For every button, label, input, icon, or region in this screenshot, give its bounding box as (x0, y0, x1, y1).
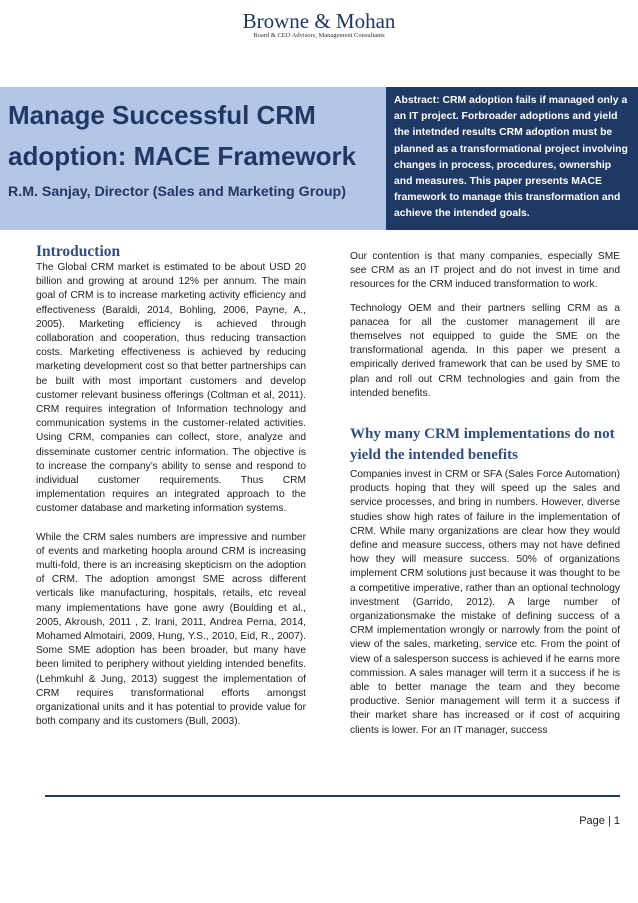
paragraph: Our contention is that many companies, especially SME see CRM as an IT project and do not invest in time and resources for the CRM induced transformation to work. (350, 251, 620, 291)
right-column (350, 250, 620, 738)
brand-tagline: Board & CEO Advisors, Management Consultants (253, 32, 385, 39)
abstract-text: Abstract: CRM adoption fails if managed only a an IT project. Forbroader adoptions and yield the intetnded results CRM adoption must be planned as a transformational project involving changes in process, procedures, ownership and measures. This paper presents MACE framework to manage this transformation and achieve the intended goals. (394, 95, 628, 220)
title-band (0, 87, 386, 230)
page-number: Page | 1 (579, 815, 620, 827)
brand-name: Browne & Mohan (242, 9, 396, 33)
paragraph: While the CRM sales numbers are impressive and number of events and marketing hoopla around CRM is increasing multi-fold, there is an increasing skepticism on the adoption of CRM. The adoption amongst SME across different verticals like manufacturing, hospitals, retails, etc reveal many implementations have gone awry (Boulding et al., 2005, Akroush, 2011 , Z. Irani, 2011, Andrea Perna, 2014, Mohamed Almotairi, 2009, Hung, Y.S., 2010, Eid, R., 2007). Some SME adoption has been broader, but many have been limited to periphery without yielding intended benefits. (Lehmkuhl & Jung, 2013) suggest the implementation of CRM requires transformational efforts amongst organizational units and it has potential to provide value for both company and its customers (Bull, 2003). (36, 531, 306, 728)
page-header (0, 10, 638, 40)
author-line: R.M. Sanjay, Director (Sales and Marketing Group) (8, 184, 346, 200)
section-heading-introduction: Introduction (36, 243, 121, 260)
document-title: Manage Successful CRM adoption: MACE Framework (8, 100, 357, 171)
paragraph: Technology OEM and their partners selling CRM as a panacea for all the customer management ill are themselves not equipped to guide the SME on the transformational agenda. In this paper we present a empirically derived framework that can be used by SME to plan and roll out CRM technologies and gain from the intended benefits. (350, 302, 620, 399)
paragraph: The Global CRM market is estimated to be about USD 20 billion and growing at around 12% per annum. The main goal of CRM is to increase marketing activity efficiency and effectiveness (Baraldi, 2014, Bohling, 2006, Payne, A., 2005). Marketing efficiency is achieved through collaboration and cooperation, thus reducing transaction costs. Marketing effectiveness is achieved by reducing marketing development cost so that better partnerships can be built with most important customers and develop customer relevant business offerings (Coltman et al, 2011). CRM requires integration of Information technology and communication systems in the customer-related activities. Using CRM, companies can collect, store, analyze and disseminate customer centric information. The objective is to increase the company’s ability to sense and respond to individual customer requirements. Thus CRM implementation requires an integrated approach to the customer database and marketing information systems. (36, 262, 306, 515)
paragraph: Companies invest in CRM or SFA (Sales Force Automation) products hoping that they will speed up the sales and service processes, and bring in numbers. However, diverse studies show high rates of failure in the implementation of CRM. While many organizations are clear how they would define and measure success, others may not have defined how they will measure success. 50% of organizations implement CRM solutions just because it was thought to be a competitive imperative, rather than an optional technology investment (Garrido, 2012). A large number of organizationsmake the mistake of defining success of a CRM implementation wrongly or narrowly from the point of view of the sales, marketing, service etc. From the point of view of a salesperson success is achieved if he earns more commission. A sales manager will term it a success if he is able to better manage the team and they become productive. Senior management will term it a success if their market share has increased or if cost of acquiring clients is lower. For an IT manager, success (350, 469, 620, 736)
footer-rule (45, 795, 620, 797)
section-heading-why: Why many CRM implementations do not yield the intended benefits (350, 426, 615, 464)
left-column (36, 243, 306, 730)
abstract-box (386, 87, 638, 230)
